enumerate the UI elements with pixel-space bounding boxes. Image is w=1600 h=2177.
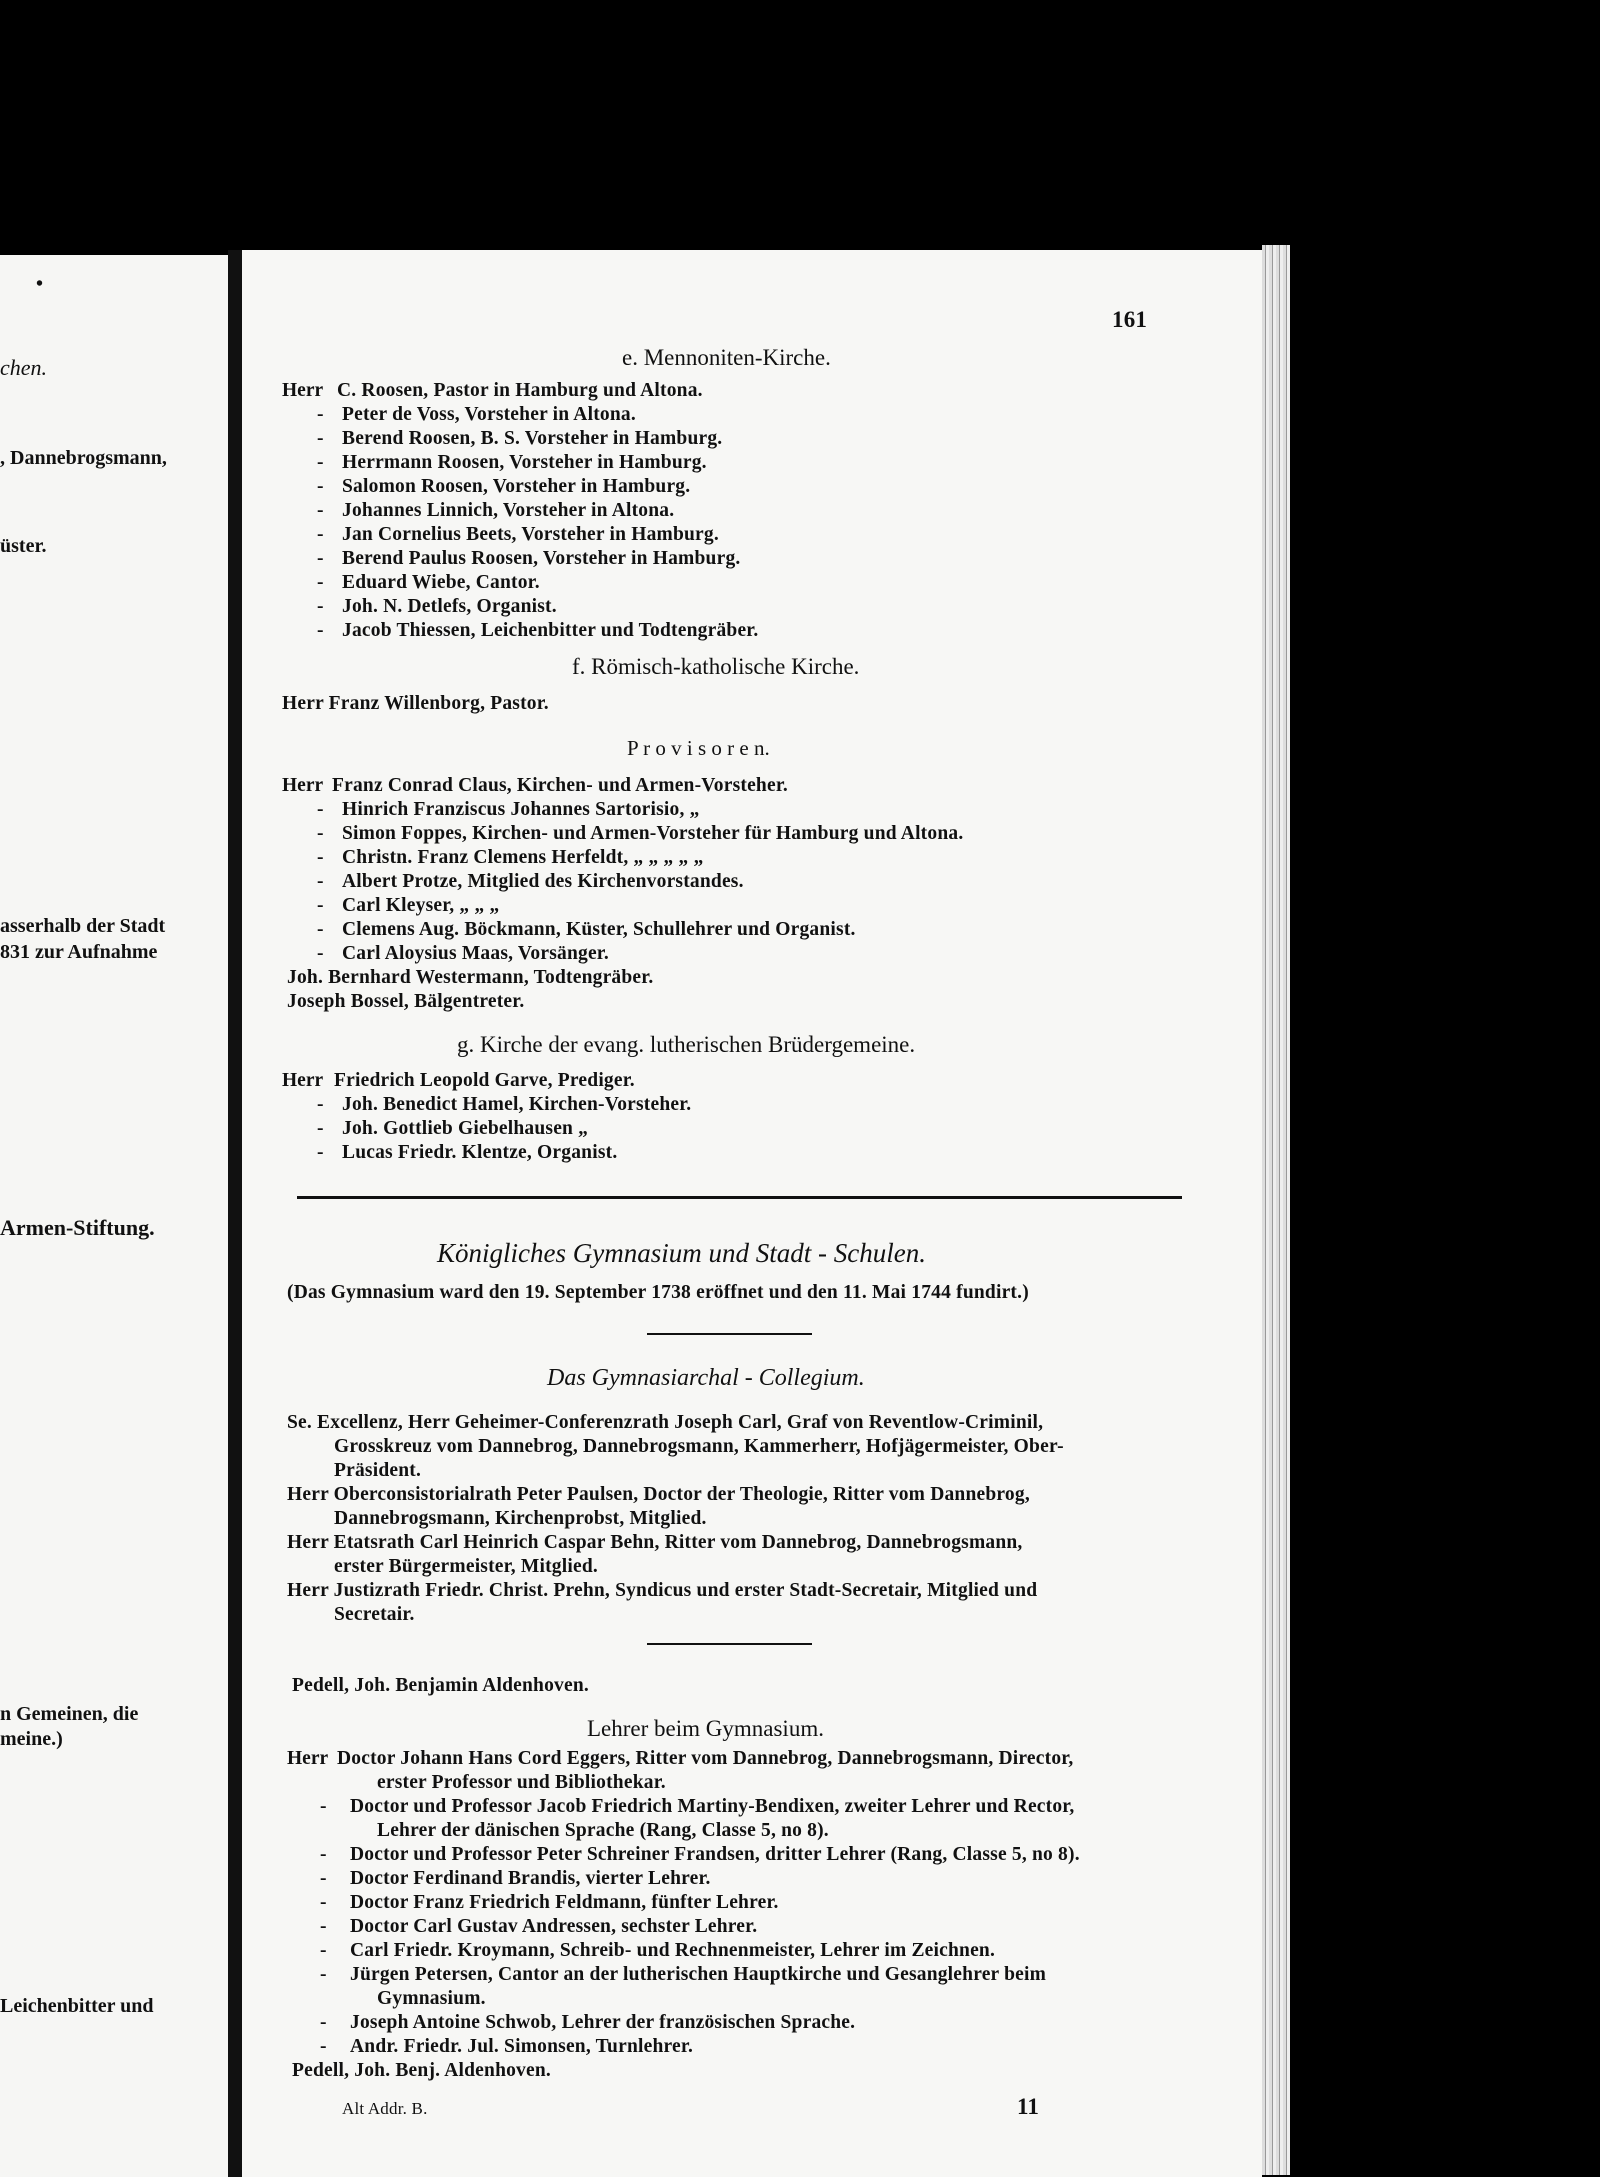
section-heading-bruedergemeine: g. Kirche der evang. lutherischen Brüdergemeine. (457, 1032, 916, 1057)
list-item: Peter de Voss, Vorsteher in Altona. (342, 404, 636, 425)
book-gutter (228, 250, 242, 2177)
collegium-line: Dannebrogsmann, Kirchenprobst, Mitglied. (334, 1508, 707, 1529)
entry-prefix: - (317, 823, 324, 844)
lehrer-heading: Lehrer beim Gymnasium. (587, 1716, 824, 1741)
entry-prefix: - (317, 428, 324, 449)
list-item: Franz Conrad Claus, Kirchen- und Armen-Vorsteher. (332, 775, 788, 796)
left-dot: • (36, 273, 44, 295)
list-item: Christn. Franz Clemens Herfeldt, „ „ „ „ „ (342, 847, 704, 868)
list-item: Carl Aloysius Maas, Vorsänger. (342, 943, 609, 964)
provisoren-heading: P r o v i s o r e n. (627, 736, 770, 760)
collegium-heading: Das Gymnasiarchal - Collegium. (547, 1365, 865, 1391)
entry-prefix: - (320, 2012, 327, 2033)
list-item: Clemens Aug. Böckmann, Küster, Schullehrer und Organist. (342, 919, 856, 940)
page-number: 161 (1112, 307, 1148, 332)
right-page (242, 250, 1262, 2177)
list-item: Joh. Gottlieb Giebelhausen „ (342, 1118, 589, 1139)
short-divider (647, 1333, 812, 1335)
section-heading-katholisch: f. Römisch-katholische Kirche. (572, 654, 860, 679)
entry-prefix: - (317, 452, 324, 473)
entry-prefix: - (320, 1892, 327, 1913)
entry-prefix: Herr (282, 775, 324, 796)
left-fragment: 831 zur Aufnahme (0, 941, 158, 963)
entry-prefix: - (317, 548, 324, 569)
entry-prefix: Herr (282, 380, 324, 401)
list-item: Lucas Friedr. Klentze, Organist. (342, 1142, 618, 1163)
entry-prefix: Herr (287, 1748, 329, 1769)
left-fragment: n Gemeinen, die (0, 1703, 139, 1725)
entry-prefix: Herr (282, 1070, 324, 1091)
entry-prefix: - (317, 943, 324, 964)
left-fragment: Leichenbitter und (0, 1995, 154, 2017)
left-fragment: meine.) (0, 1728, 63, 1750)
list-item: Jacob Thiessen, Leichenbitter und Todtengräber. (342, 620, 759, 641)
left-fragment: asserhalb der Stadt (0, 915, 166, 937)
collegium-line: Se. Excellenz, Herr Geheimer-Conferenzrath Joseph Carl, Graf von Reventlow-Criminil, (287, 1412, 1044, 1433)
list-item: Eduard Wiebe, Cantor. (342, 572, 540, 593)
entry-prefix: - (317, 404, 324, 425)
list-item: Jürgen Petersen, Cantor an der lutherischen Hauptkirche und Gesanglehrer beim (350, 1964, 1047, 1985)
collegium-line: Secretair. (334, 1604, 415, 1625)
list-item: Doctor Carl Gustav Andressen, sechster Lehrer. (350, 1916, 758, 1937)
list-item: Albert Protze, Mitglied des Kirchenvorstandes. (342, 871, 744, 892)
entry-prefix: - (317, 476, 324, 497)
collegium-line: Herr Justizrath Friedr. Christ. Prehn, Syndicus und erster Stadt-Secretair, Mitglied und (287, 1580, 1038, 1601)
list-item: Carl Kleyser, „ „ „ (342, 895, 500, 916)
entry-prefix: - (317, 895, 324, 916)
left-fragment: chen. (0, 355, 48, 380)
list-item: Doctor und Professor Peter Schreiner Frandsen, dritter Lehrer (Rang, Classe 5, no 8). (350, 1844, 1080, 1865)
entry-prefix: - (320, 1844, 327, 1865)
list-item: Doctor Franz Friedrich Feldmann, fünfter Lehrer. (350, 1892, 779, 1913)
collegium-line: Herr Oberconsistorialrath Peter Paulsen, Doctor der Theologie, Ritter vom Dannebrog, (287, 1484, 1030, 1505)
collegium-line: Grosskreuz vom Dannebrog, Dannebrogsmann, Kammerherr, Hofjägermeister, Ober- (334, 1436, 1064, 1457)
entry-prefix: - (317, 596, 324, 617)
list-item: Doctor und Professor Jacob Friedrich Martiny-Bendixen, zweiter Lehrer und Rector, (350, 1796, 1075, 1817)
list-item: Friedrich Leopold Garve, Prediger. (334, 1070, 635, 1091)
entry-prefix: - (320, 2036, 327, 2057)
list-item: Joh. N. Detlefs, Organist. (342, 596, 557, 617)
list-item: Doctor Johann Hans Cord Eggers, Ritter vom Dannebrog, Dannebrogsmann, Director, (337, 1748, 1074, 1769)
list-item: Joh. Bernhard Westermann, Todtengräber. (287, 967, 654, 988)
pastor-line: Herr Franz Willenborg, Pastor. (282, 693, 549, 714)
left-fragment: Armen-Stiftung. (0, 1215, 155, 1240)
entry-prefix: - (317, 1142, 324, 1163)
entry-prefix: - (317, 1118, 324, 1139)
pedell-line: Pedell, Joh. Benj. Aldenhoven. (292, 2060, 551, 2081)
list-item: Berend Roosen, B. S. Vorsteher in Hamburg. (342, 428, 723, 449)
entry-prefix: - (317, 919, 324, 940)
list-item: Lehrer der dänischen Sprache (Rang, Classe 5, no 8). (377, 1820, 829, 1841)
entry-prefix: - (320, 1796, 327, 1817)
page-edges (1262, 245, 1290, 2175)
left-fragment: , Dannebrogsmann, (0, 447, 167, 469)
gymnasium-title: Königliches Gymnasium und Stadt - Schulen. (437, 1238, 926, 1268)
collegium-line: erster Bürgermeister, Mitglied. (334, 1556, 598, 1577)
list-item: Herrmann Roosen, Vorsteher in Hamburg. (342, 452, 707, 473)
list-item: Gymnasium. (377, 1988, 486, 2009)
list-item: Joseph Bossel, Bälgentreter. (287, 991, 525, 1012)
list-item: Joh. Benedict Hamel, Kirchen-Vorsteher. (342, 1094, 692, 1115)
entry-prefix: - (320, 1868, 327, 1889)
entry-prefix: - (317, 572, 324, 593)
left-page (0, 255, 228, 2177)
list-item: Carl Friedr. Kroymann, Schreib- und Rechnenmeister, Lehrer im Zeichnen. (350, 1940, 996, 1961)
list-item: Jan Cornelius Beets, Vorsteher in Hamburg. (342, 524, 719, 545)
list-item: Johannes Linnich, Vorsteher in Altona. (342, 500, 675, 521)
collegium-line: Präsident. (334, 1460, 422, 1481)
collegium-line: Herr Etatsrath Carl Heinrich Caspar Behn, Ritter vom Dannebrog, Dannebrogsmann, (287, 1532, 1023, 1553)
entry-prefix: - (317, 500, 324, 521)
list-item: C. Roosen, Pastor in Hamburg und Altona. (337, 380, 703, 401)
list-item: Hinrich Franziscus Johannes Sartorisio, „ (342, 799, 700, 820)
list-item: Doctor Ferdinand Brandis, vierter Lehrer. (350, 1868, 711, 1889)
list-item: Andr. Friedr. Jul. Simonsen, Turnlehrer. (350, 2036, 694, 2057)
list-item: Simon Foppes, Kirchen- und Armen-Vorsteher für Hamburg und Altona. (342, 823, 964, 844)
section-divider (297, 1196, 1182, 1199)
entry-prefix: - (317, 524, 324, 545)
entry-prefix: - (317, 799, 324, 820)
entry-prefix: - (320, 1916, 327, 1937)
entry-prefix: - (317, 871, 324, 892)
entry-prefix: - (320, 1964, 327, 1985)
entry-prefix: - (317, 620, 324, 641)
footer-signature: Alt Addr. B. (342, 2099, 428, 2118)
list-item: Joseph Antoine Schwob, Lehrer der französischen Sprache. (350, 2012, 856, 2033)
entry-prefix: - (317, 1094, 324, 1115)
list-item: Salomon Roosen, Vorsteher in Hamburg. (342, 476, 691, 497)
left-fragment: üster. (0, 535, 47, 557)
section-heading-mennoniten: e. Mennoniten-Kirche. (622, 345, 831, 370)
entry-prefix: - (317, 847, 324, 868)
founding-note: (Das Gymnasium ward den 19. September 1738 eröffnet und den 11. Mai 1744 fundirt.) (287, 1282, 1029, 1303)
short-divider (647, 1643, 812, 1645)
list-item: Berend Paulus Roosen, Vorsteher in Hamburg. (342, 548, 741, 569)
pedell-line: Pedell, Joh. Benjamin Aldenhoven. (292, 1675, 589, 1696)
list-item: erster Professor und Bibliothekar. (377, 1772, 666, 1793)
footer-sheet-number: 11 (1017, 2094, 1040, 2119)
entry-prefix: - (320, 1940, 327, 1961)
